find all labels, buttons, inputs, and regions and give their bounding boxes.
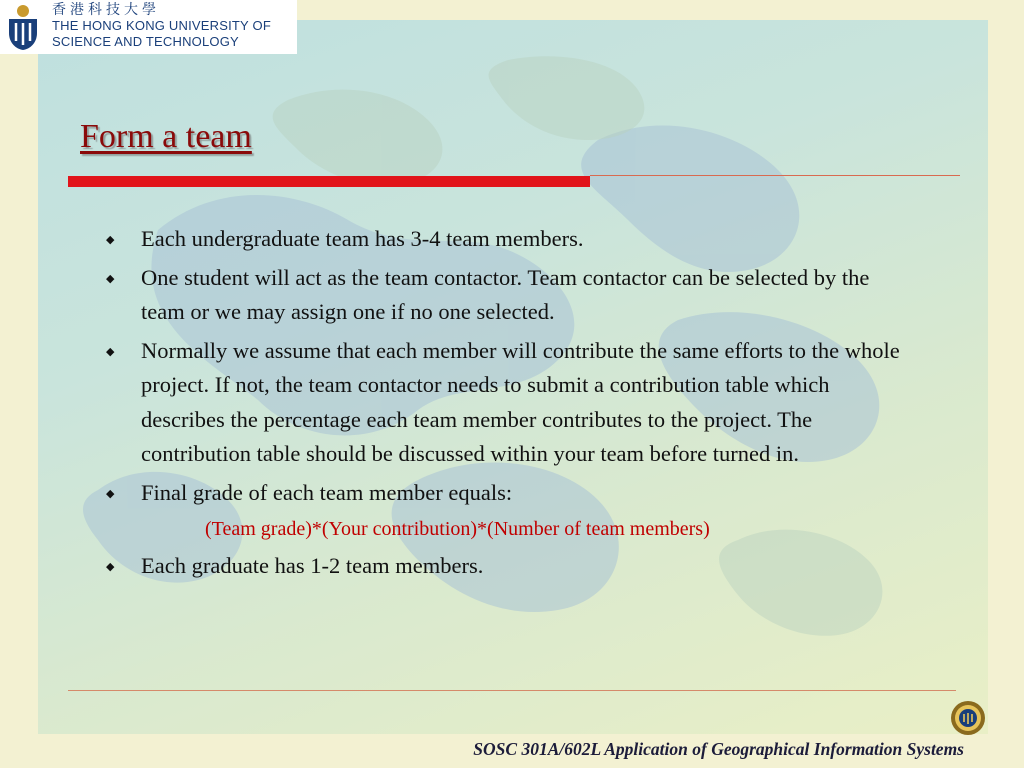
- course-footer: SOSC 301A/602L Application of Geographical Information Systems: [473, 739, 964, 759]
- bullet-text: Normally we assume that each member will contribute the same efforts to the whole project. If not, the team contactor needs to submit a contribution table which describes the percentage each team member contributes to the project. The contribution table should be discussed within your team before turned in.: [141, 337, 900, 466]
- logo-chinese-name: 香港科技大學: [52, 2, 160, 18]
- bullet-text: Final grade of each team member equals:: [141, 479, 513, 505]
- bullet-item: [100, 549, 900, 584]
- university-logo: [0, 0, 297, 54]
- bullet-text: One student will act as the team contactor. Team contactor can be selected by the team or we may assign one if no one selected.: [141, 264, 870, 324]
- bullet-item: [100, 222, 900, 257]
- bullet-item: [100, 334, 900, 472]
- footer-rule: [68, 690, 956, 691]
- slide-content: [100, 222, 900, 588]
- title-accent-rule: [68, 176, 590, 187]
- title-thin-rule: [590, 175, 960, 176]
- grade-formula: (Team grade)*(Your contribution)*(Number of team members): [205, 518, 710, 540]
- diamond-bullet-icon: ◆: [106, 272, 115, 285]
- diamond-bullet-icon: ◆: [106, 345, 115, 358]
- bullet-text: Each graduate has 1-2 team members.: [141, 553, 484, 578]
- hkust-emblem-icon: [5, 3, 41, 51]
- bullet-text: Each undergraduate team has 3-4 team members.: [141, 226, 584, 251]
- logo-english-line-2: SCIENCE AND TECHNOLOGY: [52, 34, 239, 49]
- diamond-bullet-icon: ◆: [106, 234, 115, 246]
- diamond-bullet-icon: ◆: [106, 561, 115, 573]
- university-seal-icon: [950, 700, 986, 736]
- diamond-bullet-icon: ◆: [106, 487, 115, 500]
- slide-title: Form a team: [80, 118, 252, 155]
- bullet-item: [100, 476, 900, 511]
- bullet-item: [100, 261, 900, 330]
- logo-english-line-1: THE HONG KONG UNIVERSITY OF: [52, 18, 271, 33]
